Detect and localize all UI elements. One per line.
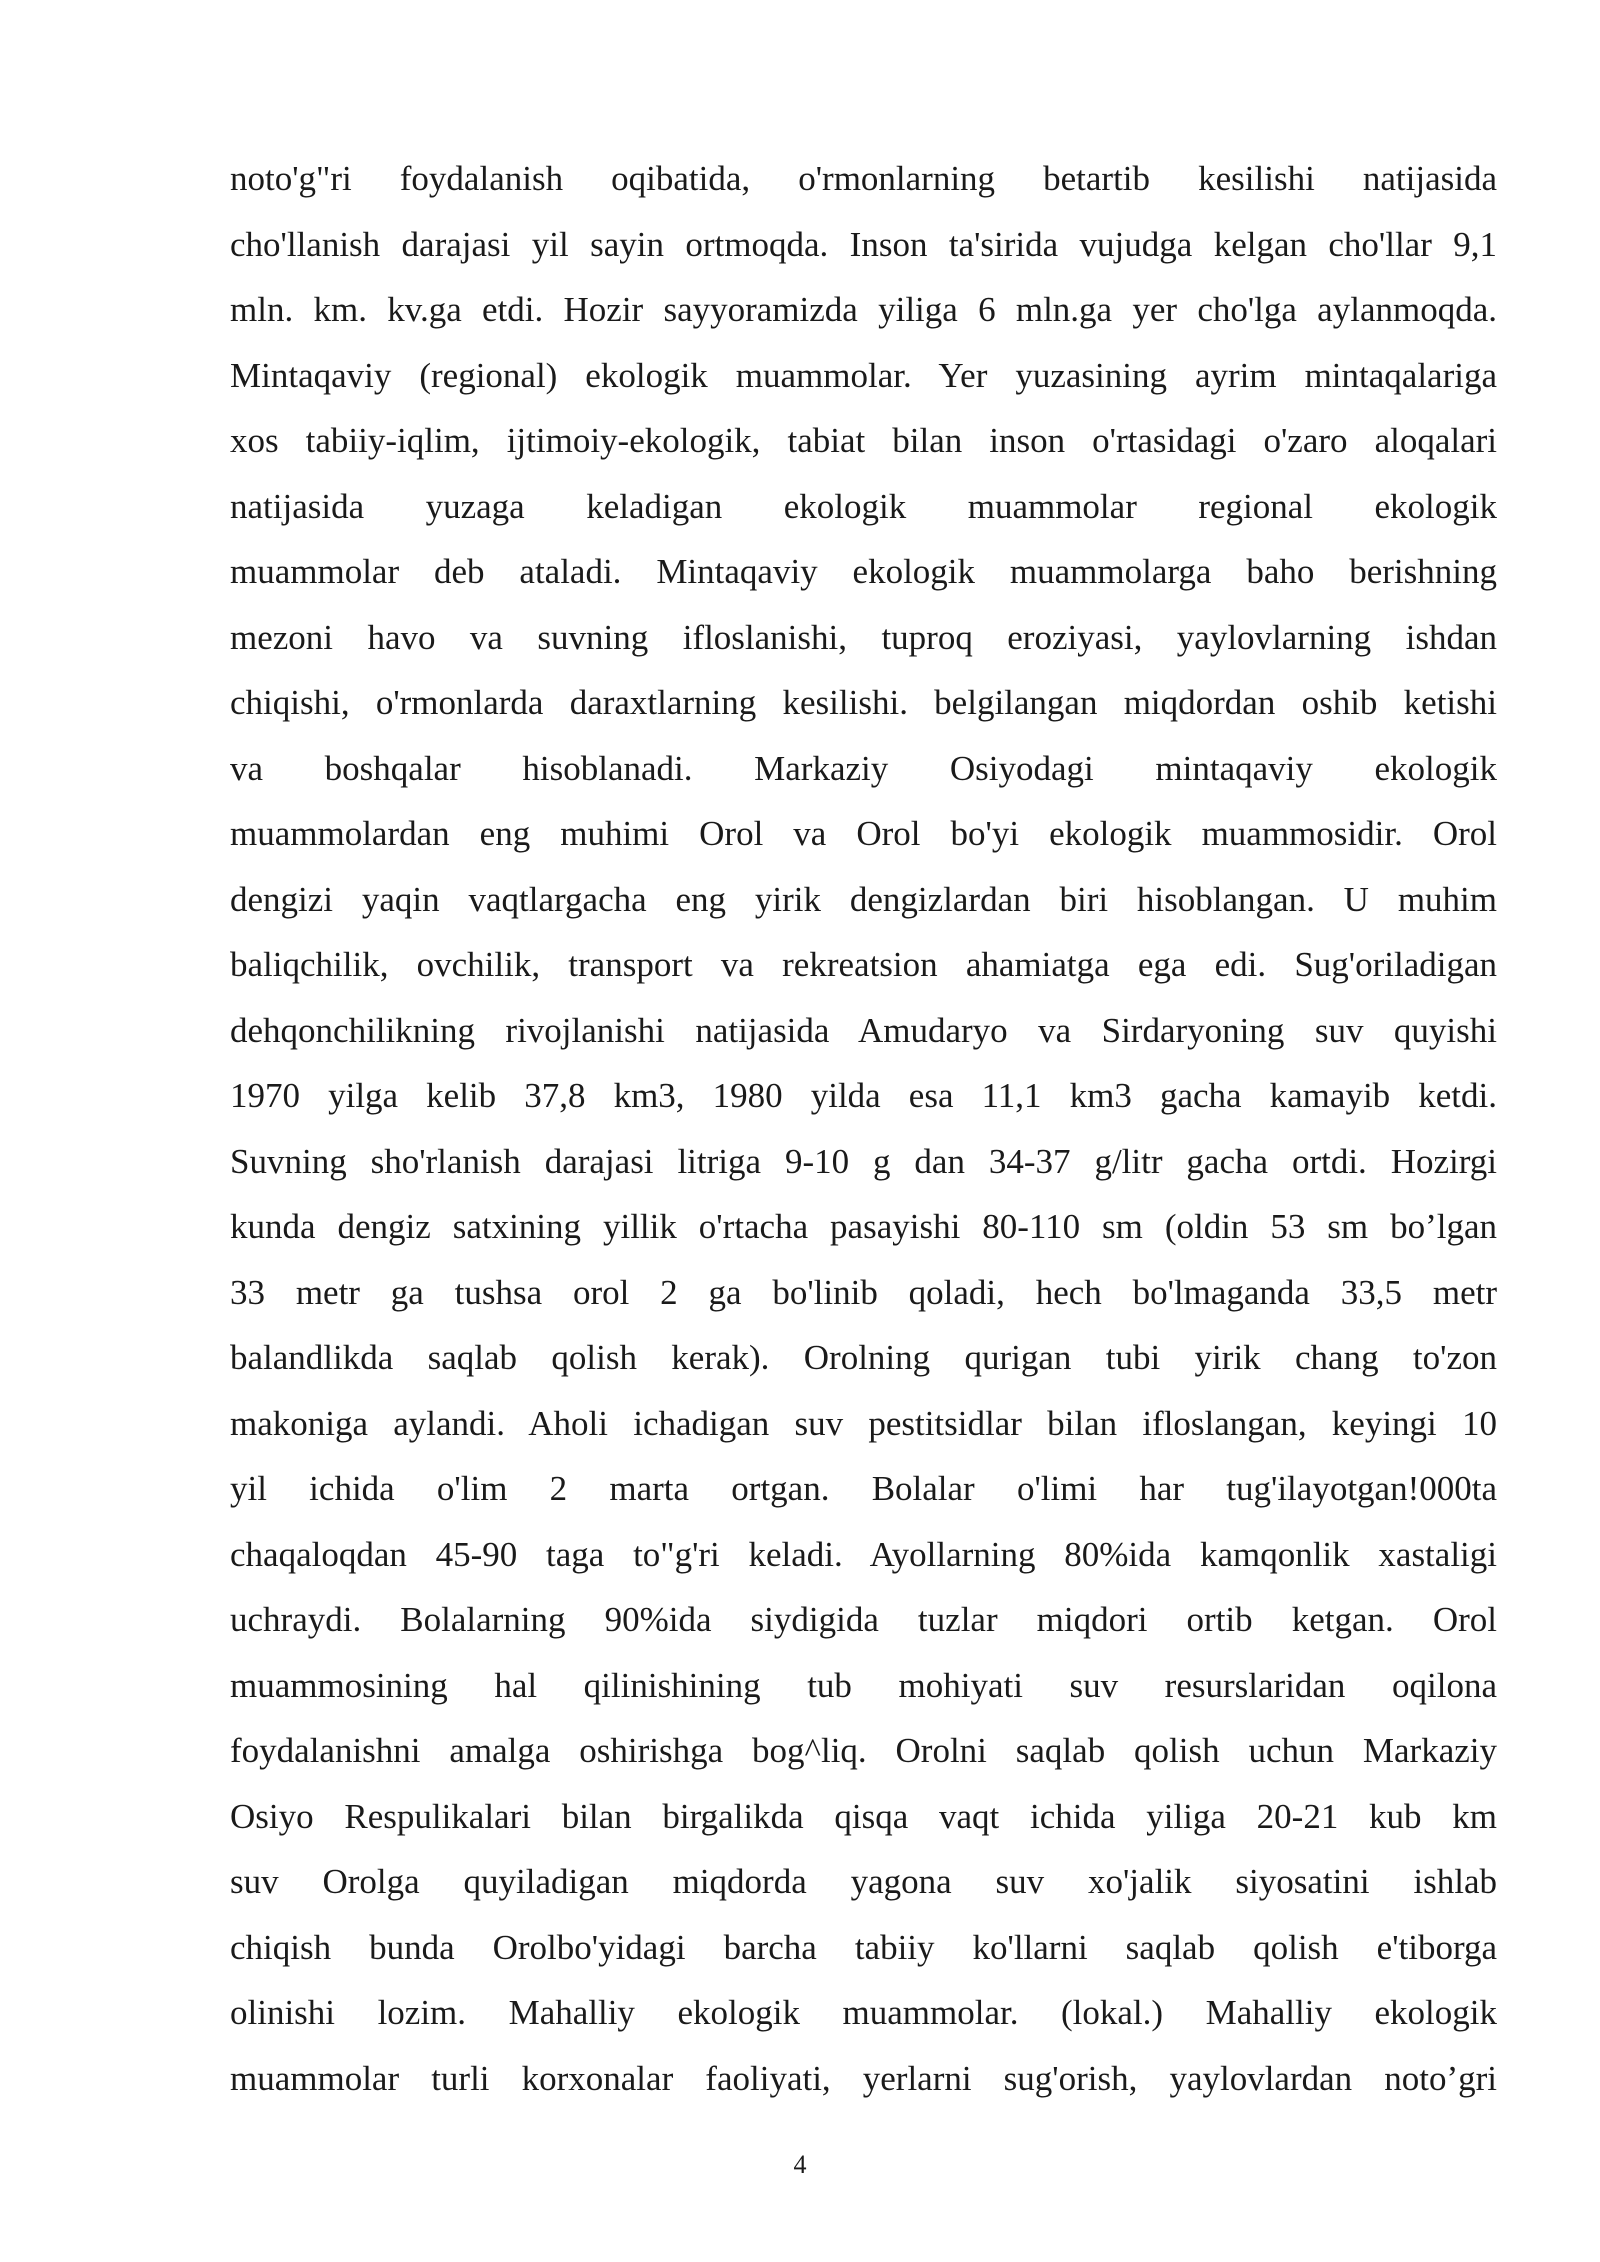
text-line: foydalanishni amalga oshirishga bog^liq. Orolni saqlab qolish uchun Markaziy xyxy=(230,1731,1497,1770)
page-number: 4 xyxy=(793,2150,807,2179)
text-line: baliqchilik, ovchilik, transport va rekreatsion ahamiatga ega edi. Sug'oriladigan xyxy=(230,945,1497,984)
text-line: kunda dengiz satxining yillik o'rtacha pasayishi 80-110 sm (oldin 53 sm bo’lgan xyxy=(230,1207,1497,1246)
text-line: suv Orolga quyiladigan miqdorda yagona suv xo'jalik siyosatini ishlab xyxy=(230,1862,1497,1901)
text-line: makoniga aylandi. Aholi ichadigan suv pestitsidlar bilan ifloslangan, keyingi 10 xyxy=(230,1403,1497,1443)
text-line: uchraydi. Bolalarning 90%ida siydigida tuzlar miqdori ortib ketgan. Orol xyxy=(230,1600,1497,1639)
text-line: noto'g"ri foydalanish oqibatida, o'rmonlarning betartib kesilishi natijasida xyxy=(230,159,1497,198)
text-line: olinishi lozim. Mahalliy ekologik muammolar. (lokal.) Mahalliy ekologik xyxy=(230,1993,1497,2032)
text-line: muammolar deb ataladi. Mintaqaviy ekologik muammolarga baho berishning xyxy=(230,552,1497,591)
text-line: chiqishi, o'rmonlarda daraxtlarning kesilishi. belgilangan miqdordan oshib ketishi xyxy=(230,683,1497,722)
text-line: Suvning sho'rlanish darajasi litriga 9-10 g dan 34-37 g/litr gacha ortdi. Hozirgi xyxy=(230,1141,1497,1181)
text-line: xos tabiiy-iqlim, ijtimoiy-ekologik, tabiat bilan inson o'rtasidagi o'zaro aloqalari xyxy=(230,421,1497,460)
text-line: Mintaqaviy (regional) ekologik muammolar. Yer yuzasining ayrim mintaqalariga xyxy=(230,355,1497,395)
text-line: dengizi yaqin vaqtlargacha eng yirik dengizlardan biri hisoblangan. U muhim xyxy=(230,879,1497,919)
text-line: natijasida yuzaga keladigan ekologik muammolar regional ekologik xyxy=(230,486,1497,526)
text-line: 33 metr ga tushsa orol 2 ga bo'linib qoladi, hech bo'lmaganda 33,5 metr xyxy=(230,1272,1497,1312)
text-line: 1970 yilga kelib 37,8 km3, 1980 yilda esa 11,1 km3 gacha kamayib ketdi. xyxy=(230,1076,1497,1115)
text-line: chaqaloqdan 45-90 taga to"g'ri keladi. Ayollarning 80%ida kamqonlik xastaligi xyxy=(230,1534,1497,1574)
text-line: yil ichida o'lim 2 marta ortgan. Bolalar o'limi har tug'ilayotgan!000ta xyxy=(230,1469,1497,1508)
text-line: muammolar turli korxonalar faoliyati, yerlarni sug'orish, yaylovlardan noto’gri xyxy=(230,2058,1497,2098)
text-line: muammolardan eng muhimi Orol va Orol bo'yi ekologik muammosidir. Orol xyxy=(230,814,1497,853)
text-line: Osiyo Respulikalari bilan birgalikda qisqa vaqt ichida yiliga 20-21 kub km xyxy=(230,1796,1497,1836)
text-line: chiqish bunda Orolbo'yidagi barcha tabiiy ko'llarni saqlab qolish e'tiborga xyxy=(230,1927,1497,1967)
text-line: cho'llanish darajasi yil sayin ortmoqda. Inson ta'sirida vujudga kelgan cho'llar 9,1 xyxy=(230,224,1497,264)
body-text xyxy=(230,146,1497,2111)
text-line: dehqonchilikning rivojlanishi natijasida Amudaryo va Sirdaryoning suv quyishi xyxy=(230,1010,1497,1050)
text-line: mln. km. kv.ga etdi. Hozir sayyoramizda yiliga 6 mln.ga yer cho'lga aylanmoqda. xyxy=(230,290,1497,329)
text-line: va boshqalar hisoblanadi. Markaziy Osiyodagi mintaqaviy ekologik xyxy=(230,748,1497,788)
text-line: mezoni havo va suvning ifloslanishi, tuproq eroziyasi, yaylovlarning ishdan xyxy=(230,617,1497,657)
text-line: balandlikda saqlab qolish kerak). Orolning qurigan tubi yirik chang to'zon xyxy=(230,1338,1497,1377)
text-line: muammosining hal qilinishining tub mohiyati suv resurslaridan oqilona xyxy=(230,1665,1497,1705)
